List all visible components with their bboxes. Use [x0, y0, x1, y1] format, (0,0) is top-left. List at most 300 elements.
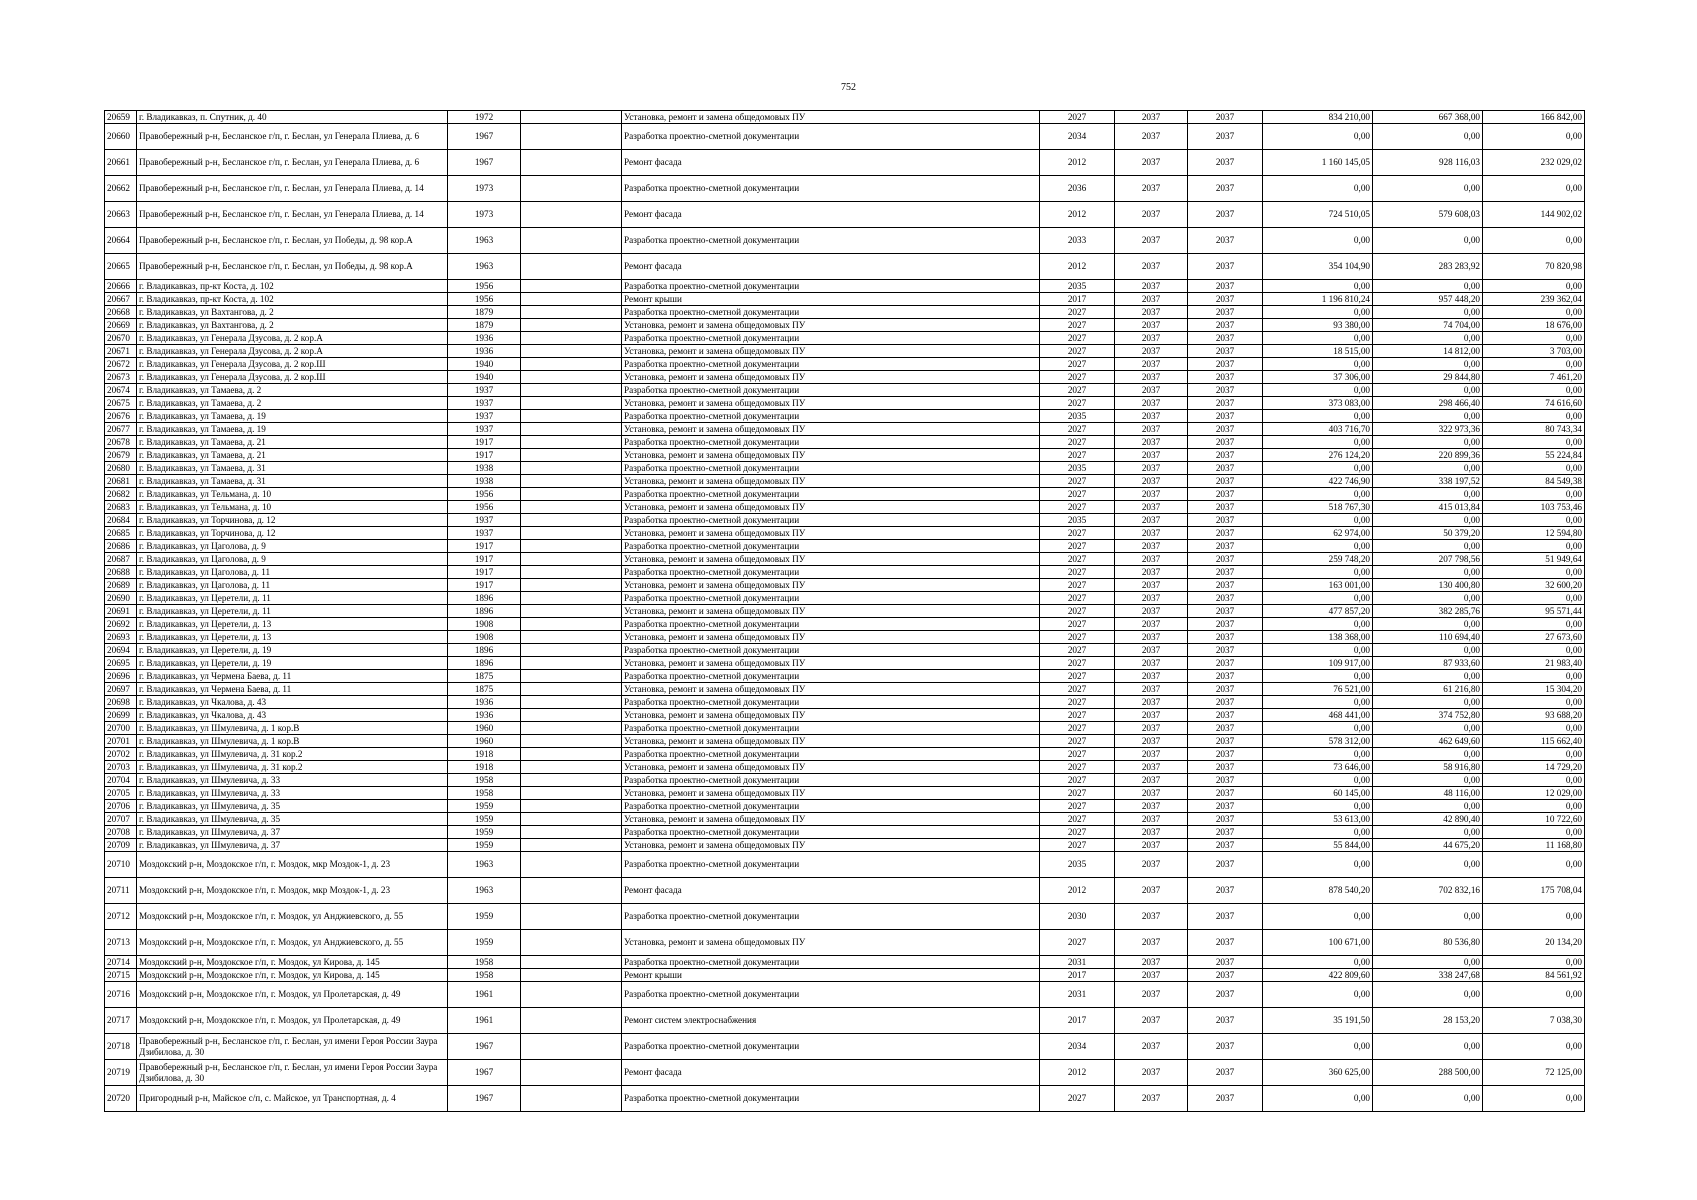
total-cost-cell: 0,00 [1263, 228, 1373, 254]
year-plan-cell: 2012 [1040, 202, 1115, 228]
row-id-cell: 20681 [105, 475, 137, 488]
year-end-cell: 2037 [1188, 488, 1263, 501]
address-cell: г. Владикавказ, ул Вахтангова, д. 2 [137, 319, 448, 332]
empty-cell [521, 631, 622, 644]
owner-cost-cell: 103 753,46 [1483, 501, 1585, 514]
address-cell: г. Владикавказ, ул Тамаева, д. 31 [137, 462, 448, 475]
row-id-cell: 20669 [105, 319, 137, 332]
work-type-cell: Установка, ремонт и замена общедомовых ПУ [622, 709, 1040, 722]
year-start-cell: 2037 [1115, 566, 1188, 579]
address-cell: г. Владикавказ, ул Тамаева, д. 21 [137, 436, 448, 449]
work-type-cell: Разработка проектно-сметной документации [622, 904, 1040, 930]
address-cell: г. Владикавказ, ул Генерала Дзусова, д. 2 кор.А [137, 345, 448, 358]
address-cell: г. Владикавказ, пр-кт Коста, д. 102 [137, 293, 448, 306]
empty-cell [521, 553, 622, 566]
table-row [105, 878, 1585, 904]
total-cost-cell: 834 210,00 [1263, 111, 1373, 124]
owner-cost-cell: 0,00 [1483, 280, 1585, 293]
table-row [105, 280, 1585, 293]
owner-cost-cell: 0,00 [1483, 1086, 1585, 1112]
fund-cost-cell: 374 752,80 [1373, 709, 1483, 722]
owner-cost-cell: 14 729,20 [1483, 761, 1585, 774]
year-plan-cell: 2027 [1040, 566, 1115, 579]
table-row [105, 1008, 1585, 1034]
work-type-cell: Установка, ремонт и замена общедомовых ПУ [622, 579, 1040, 592]
owner-cost-cell: 10 722,60 [1483, 813, 1585, 826]
year-plan-cell: 2027 [1040, 371, 1115, 384]
row-id-cell: 20713 [105, 930, 137, 956]
row-id-cell: 20715 [105, 969, 137, 982]
year-end-cell: 2037 [1188, 371, 1263, 384]
owner-cost-cell: 7 038,30 [1483, 1008, 1585, 1034]
owner-cost-cell: 74 616,60 [1483, 397, 1585, 410]
work-type-cell: Разработка проектно-сметной документации [622, 800, 1040, 813]
build-year-cell: 1908 [448, 631, 521, 644]
work-type-cell: Разработка проектно-сметной документации [622, 462, 1040, 475]
work-type-cell: Разработка проектно-сметной документации [622, 176, 1040, 202]
row-id-cell: 20674 [105, 384, 137, 397]
build-year-cell: 1959 [448, 800, 521, 813]
work-type-cell: Установка, ремонт и замена общедомовых ПУ [622, 735, 1040, 748]
year-end-cell: 2037 [1188, 618, 1263, 631]
year-end-cell: 2037 [1188, 930, 1263, 956]
year-end-cell: 2037 [1188, 709, 1263, 722]
work-type-cell: Ремонт крыши [622, 969, 1040, 982]
work-type-cell: Установка, ремонт и замена общедомовых ПУ [622, 501, 1040, 514]
year-start-cell: 2037 [1115, 735, 1188, 748]
row-id-cell: 20699 [105, 709, 137, 722]
year-end-cell: 2037 [1188, 852, 1263, 878]
empty-cell [521, 293, 622, 306]
owner-cost-cell: 95 571,44 [1483, 605, 1585, 618]
fund-cost-cell: 58 916,80 [1373, 761, 1483, 774]
year-plan-cell: 2027 [1040, 579, 1115, 592]
table-row [105, 930, 1585, 956]
year-start-cell: 2037 [1115, 228, 1188, 254]
owner-cost-cell: 0,00 [1483, 176, 1585, 202]
work-type-cell: Разработка проектно-сметной документации [622, 436, 1040, 449]
work-type-cell: Разработка проектно-сметной документации [622, 306, 1040, 319]
empty-cell [521, 735, 622, 748]
row-id-cell: 20673 [105, 371, 137, 384]
empty-cell [521, 774, 622, 787]
empty-cell [521, 384, 622, 397]
row-id-cell: 20693 [105, 631, 137, 644]
owner-cost-cell: 0,00 [1483, 540, 1585, 553]
build-year-cell: 1908 [448, 618, 521, 631]
total-cost-cell: 73 646,00 [1263, 761, 1373, 774]
year-plan-cell: 2031 [1040, 956, 1115, 969]
build-year-cell: 1959 [448, 826, 521, 839]
address-cell: Правобережный р-н, Бесланское г/п, г. Беслан, ул Генерала Плиева, д. 14 [137, 176, 448, 202]
total-cost-cell: 0,00 [1263, 488, 1373, 501]
address-cell: г. Владикавказ, ул Тамаева, д. 21 [137, 449, 448, 462]
empty-cell [521, 605, 622, 618]
year-plan-cell: 2027 [1040, 735, 1115, 748]
year-end-cell: 2037 [1188, 800, 1263, 813]
owner-cost-cell: 0,00 [1483, 306, 1585, 319]
build-year-cell: 1958 [448, 787, 521, 800]
year-start-cell: 2037 [1115, 774, 1188, 787]
empty-cell [521, 462, 622, 475]
year-start-cell: 2037 [1115, 150, 1188, 176]
table-row [105, 449, 1585, 462]
row-id-cell: 20710 [105, 852, 137, 878]
table-row [105, 475, 1585, 488]
year-start-cell: 2037 [1115, 488, 1188, 501]
row-id-cell: 20667 [105, 293, 137, 306]
build-year-cell: 1967 [448, 124, 521, 150]
fund-cost-cell: 928 116,03 [1373, 150, 1483, 176]
year-end-cell: 2037 [1188, 1060, 1263, 1086]
table-row [105, 904, 1585, 930]
work-type-cell: Установка, ремонт и замена общедомовых ПУ [622, 813, 1040, 826]
row-id-cell: 20678 [105, 436, 137, 449]
address-cell: г. Владикавказ, п. Спутник, д. 40 [137, 111, 448, 124]
row-id-cell: 20659 [105, 111, 137, 124]
work-type-cell: Ремонт систем электроснабжения [622, 1008, 1040, 1034]
total-cost-cell: 0,00 [1263, 618, 1373, 631]
owner-cost-cell: 21 983,40 [1483, 657, 1585, 670]
year-end-cell: 2037 [1188, 579, 1263, 592]
owner-cost-cell: 84 561,92 [1483, 969, 1585, 982]
total-cost-cell: 360 625,00 [1263, 1060, 1373, 1086]
table-row [105, 774, 1585, 787]
build-year-cell: 1938 [448, 475, 521, 488]
year-end-cell: 2037 [1188, 540, 1263, 553]
address-cell: г. Владикавказ, ул Торчинова, д. 12 [137, 527, 448, 540]
work-type-cell: Установка, ремонт и замена общедомовых ПУ [622, 683, 1040, 696]
table-row [105, 410, 1585, 423]
total-cost-cell: 0,00 [1263, 306, 1373, 319]
row-id-cell: 20689 [105, 579, 137, 592]
total-cost-cell: 35 191,50 [1263, 1008, 1373, 1034]
year-plan-cell: 2027 [1040, 436, 1115, 449]
fund-cost-cell: 0,00 [1373, 436, 1483, 449]
year-start-cell: 2037 [1115, 748, 1188, 761]
empty-cell [521, 514, 622, 527]
address-cell: г. Владикавказ, ул Чермена Баева, д. 11 [137, 670, 448, 683]
total-cost-cell: 37 306,00 [1263, 371, 1373, 384]
row-id-cell: 20688 [105, 566, 137, 579]
total-cost-cell: 578 312,00 [1263, 735, 1373, 748]
empty-cell [521, 969, 622, 982]
year-end-cell: 2037 [1188, 878, 1263, 904]
year-start-cell: 2037 [1115, 956, 1188, 969]
address-cell: Правобережный р-н, Бесланское г/п, г. Беслан, ул имени Героя России Заура Дзибилова, д. 30 [137, 1060, 448, 1086]
empty-cell [521, 683, 622, 696]
empty-cell [521, 371, 622, 384]
total-cost-cell: 0,00 [1263, 124, 1373, 150]
work-type-cell: Установка, ремонт и замена общедомовых ПУ [622, 787, 1040, 800]
table-row [105, 956, 1585, 969]
empty-cell [521, 579, 622, 592]
year-end-cell: 2037 [1188, 670, 1263, 683]
year-start-cell: 2037 [1115, 306, 1188, 319]
table-row [105, 462, 1585, 475]
empty-cell [521, 748, 622, 761]
year-plan-cell: 2027 [1040, 540, 1115, 553]
build-year-cell: 1967 [448, 1034, 521, 1060]
fund-cost-cell: 0,00 [1373, 514, 1483, 527]
owner-cost-cell: 0,00 [1483, 566, 1585, 579]
owner-cost-cell: 84 549,38 [1483, 475, 1585, 488]
work-type-cell: Установка, ремонт и замена общедомовых ПУ [622, 111, 1040, 124]
total-cost-cell: 0,00 [1263, 176, 1373, 202]
total-cost-cell: 477 857,20 [1263, 605, 1373, 618]
year-end-cell: 2037 [1188, 761, 1263, 774]
row-id-cell: 20686 [105, 540, 137, 553]
address-cell: г. Владикавказ, ул Тамаева, д. 31 [137, 475, 448, 488]
row-id-cell: 20666 [105, 280, 137, 293]
empty-cell [521, 813, 622, 826]
table-row [105, 683, 1585, 696]
fund-cost-cell: 0,00 [1373, 852, 1483, 878]
year-end-cell: 2037 [1188, 956, 1263, 969]
year-end-cell: 2037 [1188, 436, 1263, 449]
row-id-cell: 20718 [105, 1034, 137, 1060]
fund-cost-cell: 0,00 [1373, 1034, 1483, 1060]
year-plan-cell: 2027 [1040, 592, 1115, 605]
build-year-cell: 1896 [448, 605, 521, 618]
total-cost-cell: 0,00 [1263, 748, 1373, 761]
year-plan-cell: 2027 [1040, 384, 1115, 397]
table-row [105, 826, 1585, 839]
fund-cost-cell: 0,00 [1373, 696, 1483, 709]
build-year-cell: 1918 [448, 748, 521, 761]
total-cost-cell: 0,00 [1263, 566, 1373, 579]
year-plan-cell: 2035 [1040, 462, 1115, 475]
row-id-cell: 20698 [105, 696, 137, 709]
row-id-cell: 20671 [105, 345, 137, 358]
work-type-cell: Разработка проектно-сметной документации [622, 488, 1040, 501]
total-cost-cell: 0,00 [1263, 436, 1373, 449]
year-end-cell: 2037 [1188, 280, 1263, 293]
total-cost-cell: 55 844,00 [1263, 839, 1373, 852]
empty-cell [521, 657, 622, 670]
total-cost-cell: 0,00 [1263, 722, 1373, 735]
year-plan-cell: 2017 [1040, 293, 1115, 306]
row-id-cell: 20692 [105, 618, 137, 631]
table-row [105, 657, 1585, 670]
build-year-cell: 1940 [448, 358, 521, 371]
build-year-cell: 1956 [448, 501, 521, 514]
total-cost-cell: 76 521,00 [1263, 683, 1373, 696]
year-plan-cell: 2027 [1040, 527, 1115, 540]
build-year-cell: 1936 [448, 709, 521, 722]
empty-cell [521, 618, 622, 631]
work-type-cell: Установка, ремонт и замена общедомовых ПУ [622, 839, 1040, 852]
year-plan-cell: 2030 [1040, 904, 1115, 930]
year-plan-cell: 2027 [1040, 332, 1115, 345]
work-type-cell: Установка, ремонт и замена общедомовых ПУ [622, 371, 1040, 384]
build-year-cell: 1896 [448, 644, 521, 657]
row-id-cell: 20660 [105, 124, 137, 150]
empty-cell [521, 852, 622, 878]
address-cell: г. Владикавказ, ул Цаголова, д. 9 [137, 553, 448, 566]
year-start-cell: 2037 [1115, 930, 1188, 956]
work-type-cell: Установка, ремонт и замена общедомовых ПУ [622, 930, 1040, 956]
address-cell: Моздокский р-н, Моздокское г/п, г. Моздок, ул Кирова, д. 145 [137, 969, 448, 982]
owner-cost-cell: 0,00 [1483, 826, 1585, 839]
owner-cost-cell: 80 743,34 [1483, 423, 1585, 436]
total-cost-cell: 0,00 [1263, 982, 1373, 1008]
row-id-cell: 20680 [105, 462, 137, 475]
address-cell: г. Владикавказ, ул Церетели, д. 11 [137, 592, 448, 605]
row-id-cell: 20665 [105, 254, 137, 280]
year-start-cell: 2037 [1115, 1034, 1188, 1060]
year-plan-cell: 2027 [1040, 657, 1115, 670]
year-start-cell: 2037 [1115, 540, 1188, 553]
table-row [105, 514, 1585, 527]
total-cost-cell: 0,00 [1263, 358, 1373, 371]
table-row [105, 358, 1585, 371]
work-type-cell: Разработка проектно-сметной документации [622, 696, 1040, 709]
total-cost-cell: 60 145,00 [1263, 787, 1373, 800]
table-row [105, 969, 1585, 982]
row-id-cell: 20672 [105, 358, 137, 371]
owner-cost-cell: 0,00 [1483, 1034, 1585, 1060]
year-start-cell: 2037 [1115, 384, 1188, 397]
year-end-cell: 2037 [1188, 553, 1263, 566]
year-plan-cell: 2027 [1040, 1086, 1115, 1112]
year-end-cell: 2037 [1188, 982, 1263, 1008]
fund-cost-cell: 338 197,52 [1373, 475, 1483, 488]
build-year-cell: 1917 [448, 553, 521, 566]
page-number: 752 [841, 82, 856, 93]
address-cell: г. Владикавказ, ул Шмулевича, д. 31 кор.2 [137, 748, 448, 761]
fund-cost-cell: 462 649,60 [1373, 735, 1483, 748]
owner-cost-cell: 0,00 [1483, 514, 1585, 527]
year-plan-cell: 2036 [1040, 176, 1115, 202]
address-cell: г. Владикавказ, ул Торчинова, д. 12 [137, 514, 448, 527]
table-row [105, 696, 1585, 709]
build-year-cell: 1961 [448, 982, 521, 1008]
year-start-cell: 2037 [1115, 423, 1188, 436]
year-start-cell: 2037 [1115, 800, 1188, 813]
total-cost-cell: 878 540,20 [1263, 878, 1373, 904]
owner-cost-cell: 232 029,02 [1483, 150, 1585, 176]
fund-cost-cell: 50 379,20 [1373, 527, 1483, 540]
table-row [105, 332, 1585, 345]
build-year-cell: 1917 [448, 540, 521, 553]
work-type-cell: Разработка проектно-сметной документации [622, 774, 1040, 787]
year-plan-cell: 2027 [1040, 501, 1115, 514]
table-row [105, 748, 1585, 761]
build-year-cell: 1937 [448, 397, 521, 410]
row-id-cell: 20664 [105, 228, 137, 254]
owner-cost-cell: 0,00 [1483, 852, 1585, 878]
owner-cost-cell: 7 461,20 [1483, 371, 1585, 384]
year-start-cell: 2037 [1115, 644, 1188, 657]
total-cost-cell: 518 767,30 [1263, 501, 1373, 514]
fund-cost-cell: 0,00 [1373, 1086, 1483, 1112]
year-plan-cell: 2027 [1040, 787, 1115, 800]
total-cost-cell: 109 917,00 [1263, 657, 1373, 670]
fund-cost-cell: 0,00 [1373, 618, 1483, 631]
build-year-cell: 1917 [448, 579, 521, 592]
build-year-cell: 1958 [448, 774, 521, 787]
table-row [105, 228, 1585, 254]
year-end-cell: 2037 [1188, 124, 1263, 150]
row-id-cell: 20707 [105, 813, 137, 826]
total-cost-cell: 354 104,90 [1263, 254, 1373, 280]
work-type-cell: Разработка проектно-сметной документации [622, 592, 1040, 605]
year-start-cell: 2037 [1115, 839, 1188, 852]
table-row [105, 579, 1585, 592]
row-id-cell: 20684 [105, 514, 137, 527]
address-cell: Моздокский р-н, Моздокское г/п, г. Моздок, ул Пролетарская, д. 49 [137, 982, 448, 1008]
table-row [105, 1086, 1585, 1112]
address-cell: г. Владикавказ, ул Шмулевича, д. 1 кор.В [137, 735, 448, 748]
row-id-cell: 20703 [105, 761, 137, 774]
build-year-cell: 1936 [448, 345, 521, 358]
year-start-cell: 2037 [1115, 657, 1188, 670]
year-plan-cell: 2027 [1040, 670, 1115, 683]
build-year-cell: 1959 [448, 904, 521, 930]
work-type-cell: Разработка проектно-сметной документации [622, 332, 1040, 345]
total-cost-cell: 0,00 [1263, 852, 1373, 878]
work-type-cell: Установка, ремонт и замена общедомовых ПУ [622, 397, 1040, 410]
fund-cost-cell: 0,00 [1373, 644, 1483, 657]
year-plan-cell: 2027 [1040, 345, 1115, 358]
year-end-cell: 2037 [1188, 592, 1263, 605]
address-cell: г. Владикавказ, ул Тамаева, д. 2 [137, 384, 448, 397]
table-row [105, 670, 1585, 683]
address-cell: г. Владикавказ, ул Шмулевича, д. 37 [137, 839, 448, 852]
table-row [105, 787, 1585, 800]
owner-cost-cell: 27 673,60 [1483, 631, 1585, 644]
year-plan-cell: 2034 [1040, 124, 1115, 150]
year-end-cell: 2037 [1188, 826, 1263, 839]
total-cost-cell: 0,00 [1263, 280, 1373, 293]
build-year-cell: 1958 [448, 969, 521, 982]
row-id-cell: 20694 [105, 644, 137, 657]
year-end-cell: 2037 [1188, 462, 1263, 475]
year-plan-cell: 2027 [1040, 930, 1115, 956]
year-start-cell: 2037 [1115, 696, 1188, 709]
total-cost-cell: 0,00 [1263, 670, 1373, 683]
row-id-cell: 20690 [105, 592, 137, 605]
row-id-cell: 20706 [105, 800, 137, 813]
row-id-cell: 20719 [105, 1060, 137, 1086]
fund-cost-cell: 0,00 [1373, 774, 1483, 787]
work-type-cell: Разработка проектно-сметной документации [622, 124, 1040, 150]
year-start-cell: 2037 [1115, 410, 1188, 423]
table-row [105, 722, 1585, 735]
owner-cost-cell: 3 703,00 [1483, 345, 1585, 358]
year-plan-cell: 2027 [1040, 397, 1115, 410]
total-cost-cell: 0,00 [1263, 1034, 1373, 1060]
row-id-cell: 20663 [105, 202, 137, 228]
owner-cost-cell: 0,00 [1483, 436, 1585, 449]
fund-cost-cell: 0,00 [1373, 462, 1483, 475]
empty-cell [521, 501, 622, 514]
year-end-cell: 2037 [1188, 735, 1263, 748]
work-type-cell: Разработка проектно-сметной документации [622, 566, 1040, 579]
build-year-cell: 1918 [448, 761, 521, 774]
work-type-cell: Установка, ремонт и замена общедомовых ПУ [622, 605, 1040, 618]
year-start-cell: 2037 [1115, 982, 1188, 1008]
empty-cell [521, 202, 622, 228]
row-id-cell: 20708 [105, 826, 137, 839]
empty-cell [521, 1060, 622, 1086]
year-end-cell: 2037 [1188, 384, 1263, 397]
year-end-cell: 2037 [1188, 228, 1263, 254]
row-id-cell: 20679 [105, 449, 137, 462]
empty-cell [521, 449, 622, 462]
work-type-cell: Разработка проектно-сметной документации [622, 358, 1040, 371]
